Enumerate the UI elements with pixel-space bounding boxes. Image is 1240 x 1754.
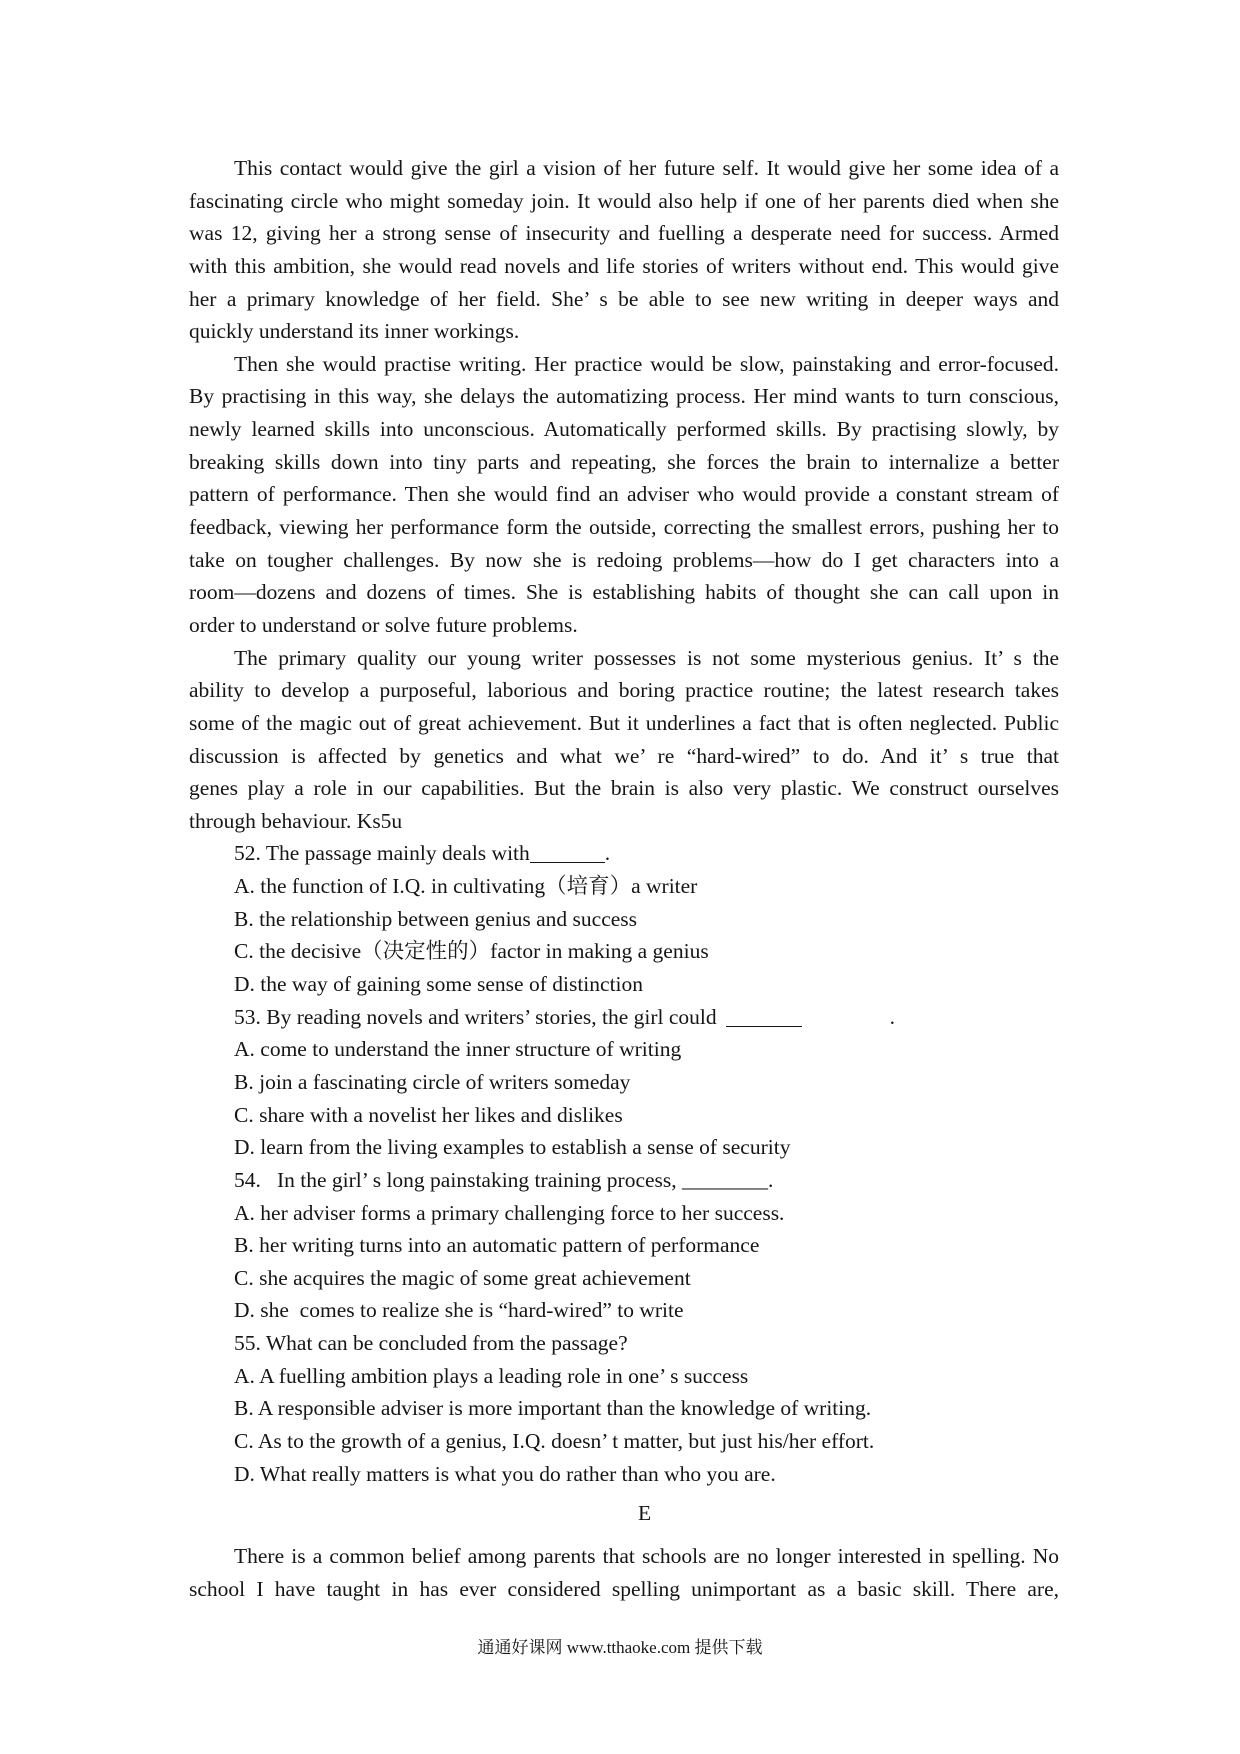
- paragraph-line: room—dozens and dozens of times. She is establishing habits of thought she can call upon in: [189, 580, 1059, 605]
- blank-gap: [802, 1023, 890, 1024]
- paragraph-line: ability to develop a purposeful, laborious and boring practice routine; the latest research takes: [189, 678, 1059, 703]
- answer-option-c: C. share with a novelist her likes and dislikes: [234, 1102, 623, 1127]
- paragraph-line: The primary quality our young writer possesses is not some mysterious genius. It’ s the: [234, 645, 1059, 670]
- answer-option-d: D. she comes to realize she is “hard-wired” to write: [234, 1298, 684, 1323]
- answer-option-d: D. learn from the living examples to establish a sense of security: [234, 1135, 791, 1160]
- paragraph-line: discussion is affected by genetics and what we’ re “hard-wired” to do. And it’ s true that: [189, 743, 1059, 768]
- paragraph-line: Then she would practise writing. Her practice would be slow, painstaking and error-focused.: [234, 351, 1059, 376]
- paragraph-line: with this ambition, she would read novels and life stories of writers without end. This would give: [189, 253, 1059, 278]
- answer-blank: [530, 862, 605, 863]
- answer-option-d: D. What really matters is what you do rather than who you are.: [234, 1461, 776, 1486]
- answer-option-c: C. she acquires the magic of some great achievement: [234, 1265, 691, 1290]
- answer-option-b: B. her writing turns into an automatic pattern of performance: [234, 1233, 760, 1258]
- paragraph-line: There is a common belief among parents that schools are no longer interested in spelling. No: [234, 1543, 1059, 1568]
- answer-option-a: A. A fuelling ambition plays a leading role in one’ s success: [234, 1363, 749, 1388]
- paragraph-line: her a primary knowledge of her field. She’ s be able to see new writing in deeper ways and: [189, 286, 1059, 311]
- answer-option-b: B. the relationship between genius and success: [234, 906, 638, 931]
- paragraph-line: genes play a role in our capabilities. But the brain is also very plastic. We construct ourselves: [189, 776, 1059, 801]
- paragraph: [189, 642, 1059, 838]
- paragraph-line: newly learned skills into unconscious. Automatically performed skills. By practising slowly, by: [189, 417, 1059, 442]
- answer-option-b: B. join a fascinating circle of writers someday: [234, 1069, 631, 1094]
- answer-option-b: B. A responsible adviser is more important than the knowledge of writing.: [234, 1396, 872, 1421]
- paragraph: [189, 1540, 1059, 1605]
- question-stem-text: 53. By reading novels and writers’ stories, the girl could: [234, 1004, 717, 1029]
- question-stem: 55. What can be concluded from the passage?: [234, 1331, 628, 1356]
- question-55: [189, 1327, 1059, 1490]
- paragraph-line: By practising in this way, she delays the automatizing process. Her mind wants to turn conscious,: [189, 384, 1059, 409]
- answer-option-a: A. come to understand the inner structure of writing: [234, 1037, 682, 1062]
- answer-option-c: C. As to the growth of a genius, I.Q. doesn’ t matter, but just his/her effort.: [234, 1428, 875, 1453]
- question-stem: 54. In the girl’ s long painstaking training process, ________.: [234, 1167, 774, 1192]
- answer-option-d: D. the way of gaining some sense of distinction: [234, 972, 644, 997]
- page-content: [189, 152, 1059, 1605]
- section-heading: E: [638, 1501, 652, 1526]
- answer-option-a: A. her adviser forms a primary challenging force to her success.: [234, 1200, 785, 1225]
- paragraph-line: feedback, viewing her performance form the outside, correcting the smallest errors, pushing her to: [189, 515, 1059, 540]
- paragraph-line: take on tougher challenges. By now she is redoing problems—how do I get characters into a: [189, 547, 1059, 572]
- paragraph-line: pattern of performance. Then she would find an adviser who would provide a constant stream of: [189, 482, 1059, 507]
- answer-option-c: C. the decisive（决定性的）factor in making a genius: [234, 939, 709, 964]
- paragraph-line: school I have taught in has ever considered spelling unimportant as a basic skill. There are,: [189, 1576, 1059, 1601]
- question-stem-end: .: [889, 1004, 896, 1029]
- paragraph-line: This contact would give the girl a vision of her future self. It would give her some idea of a: [234, 156, 1059, 180]
- page-footer: 通通好课网 www.tthaoke.com 提供下载: [477, 1638, 763, 1657]
- paragraph: [189, 348, 1059, 642]
- question-54: [189, 1164, 1059, 1327]
- paragraph-line: order to understand or solve future problems.: [189, 612, 578, 637]
- paragraph-line: fascinating circle who might someday join. It would also help if one of her parents died when she: [189, 188, 1059, 213]
- question-52: [189, 837, 1059, 1000]
- question-stem: [189, 1001, 1059, 1034]
- paragraph-line: quickly understand its inner workings.: [189, 319, 520, 344]
- question-53: [189, 1001, 1059, 1164]
- paragraph-line: some of the magic out of great achievement. But it underlines a fact that is often neglected. Public: [189, 710, 1059, 735]
- paragraph: [189, 152, 1059, 348]
- question-stem-end: .: [604, 841, 611, 866]
- answer-option-a: A. the function of I.Q. in cultivating（培育）a writer: [234, 874, 698, 899]
- question-stem: [189, 837, 1059, 870]
- paragraph-line: was 12, giving her a strong sense of insecurity and fuelling a desperate need for success. Armed: [189, 221, 1059, 246]
- paragraph-line: breaking skills down into tiny parts and repeating, she forces the brain to internalize a better: [189, 449, 1059, 474]
- paragraph-line: through behaviour. Ks5u: [189, 808, 403, 833]
- question-stem-text: 52. The passage mainly deals with: [234, 841, 530, 866]
- answer-blank: [726, 1026, 802, 1027]
